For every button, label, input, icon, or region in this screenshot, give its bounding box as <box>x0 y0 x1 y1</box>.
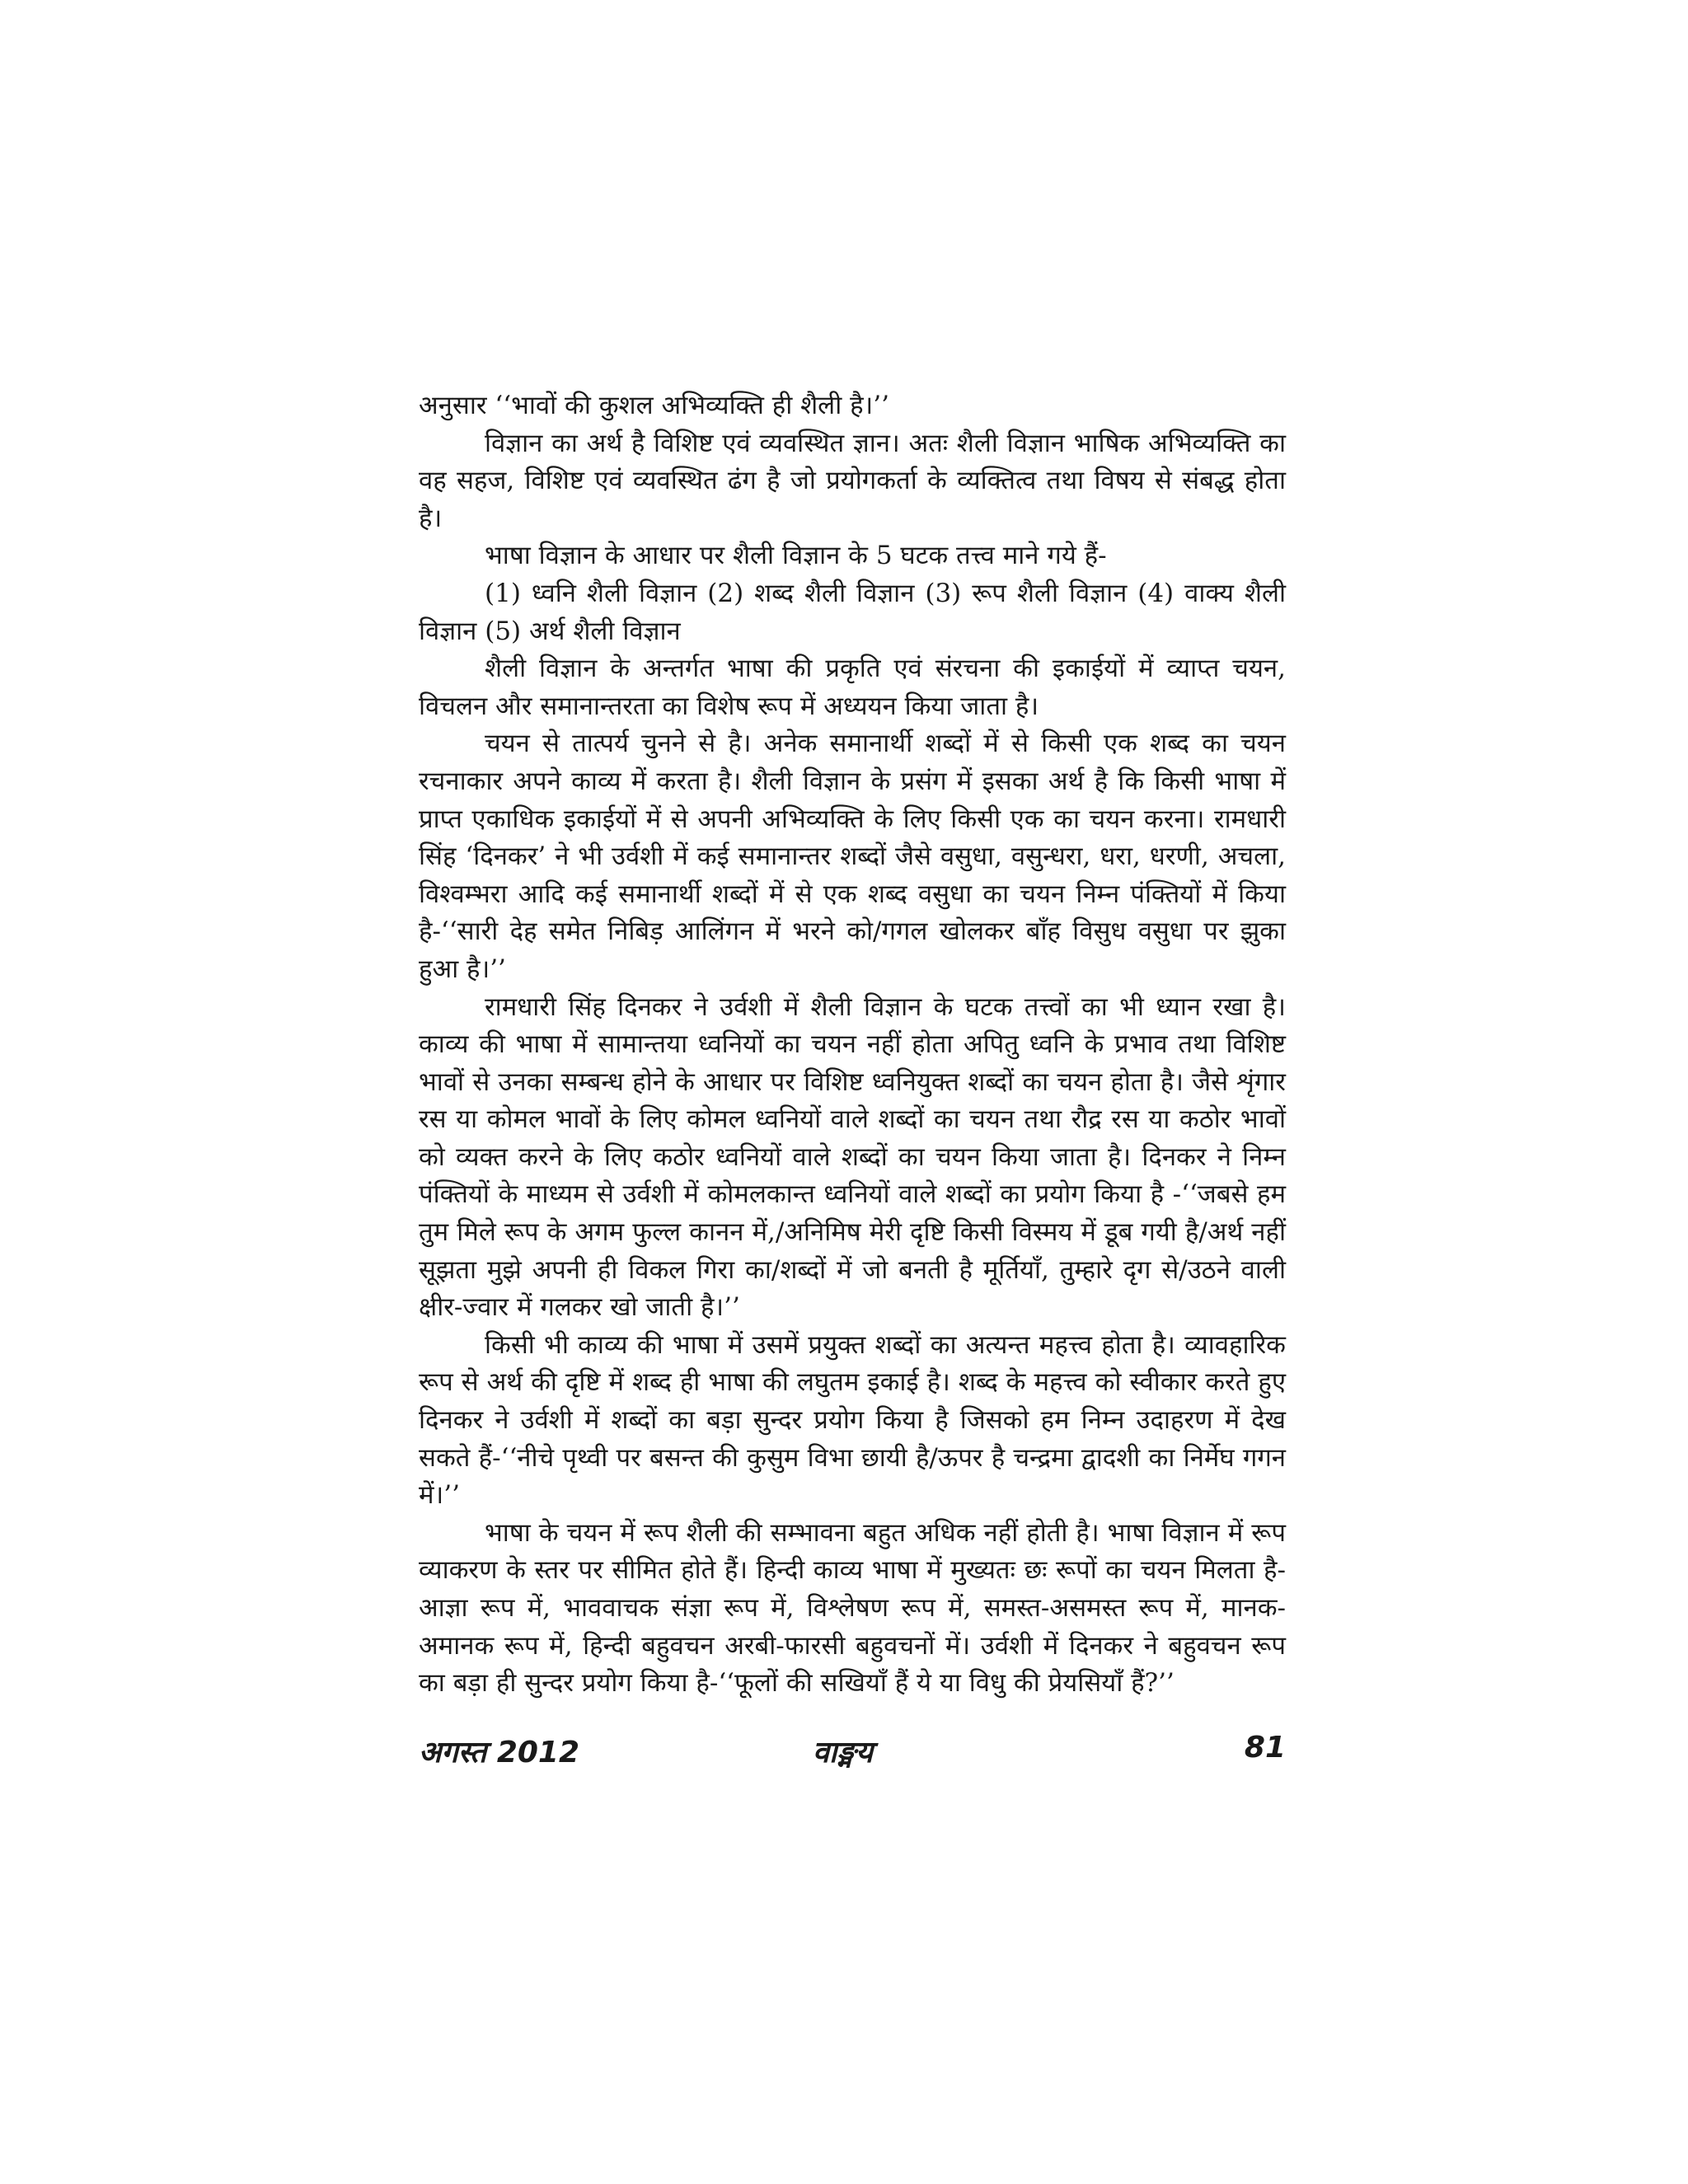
paragraph-selection: चयन से तात्पर्य चुनने से है। अनेक समानार्थी शब्दों में से किसी एक शब्द का चयन रचनाकार अपने काव्य में करता है। शैली विज्ञान के प्रसंग में इसका अर्थ है कि किसी भाषा में प्राप्त एकाधिक इकाईयों में से अपनी अभिव्यक्ति के लिए किसी एक का चयन करना। रामधारी सिंह ‘दिनकर’ ने भी उर्वशी में कई समानान्तर शब्दों जैसे वसुधा, वसुन्धरा, धरा, धरणी, अचला, विश्वम्भरा आदि कई समानार्थी शब्दों में से एक शब्द वसुधा का चयन निम्न पंक्तियों में किया है-‘‘सारी देह समेत निबिड़ आलिंगन में भरने को/गगल खोलकर बाँह विसुध वसुधा पर झुका हुआ है।’’ <box>419 729 1286 984</box>
paragraph-components-list: (1) ध्वनि शैली विज्ञान (2) शब्द शैली विज्ञान (3) रूप शैली विज्ञान (4) वाक्य शैली विज्ञान (5) अर्थ शैली विज्ञान <box>419 578 1286 646</box>
body-text <box>419 387 1286 1703</box>
paragraph-scope: शैली विज्ञान के अन्तर्गत भाषा की प्रकृति एवं संरचना की इकाईयों में व्याप्त चयन, विचलन और समानान्तरता का विशेष रूप में अध्ययन किया जाता है। <box>419 654 1286 721</box>
page-footer <box>419 1731 1286 1772</box>
paragraph-components-intro: भाषा विज्ञान के आधार पर शैली विज्ञान के 5 घटक तत्त्व माने गये हैं- <box>485 541 1107 571</box>
paragraph-continuation: अनुसार ‘‘भावों की कुशल अभिव्यक्ति ही शैली है।’’ <box>419 391 890 420</box>
paragraph-phonetic: रामधारी सिंह दिनकर ने उर्वशी में शैली विज्ञान के घटक तत्त्वों का भी ध्यान रखा है। काव्य की भाषा में सामान्तया ध्वनियों का चयन नहीं होता अपितु ध्वनि के प्रभाव तथा विशिष्ट भावों से उनका सम्बन्ध होने के आधार पर विशिष्ट ध्वनियुक्त शब्दों का चयन होता है। जैसे शृंगार रस या कोमल भावों के लिए कोमल ध्वनियों वाले शब्दों का चयन तथा रौद्र रस या कठोर भावों को व्यक्त करने के लिए कठोर ध्वनियों वाले शब्दों का चयन किया जाता है। दिनकर ने निम्न पंक्तियों के माध्यम से उर्वशी में कोमलकान्त ध्वनियों वाले शब्दों का प्रयोग किया है -‘‘जबसे हम तुम मिले रूप के अगम फुल्ल कानन में,/अनिमिष मेरी दृष्टि किसी विस्मय में डूब गयी है/अर्थ नहीं सूझता मुझे अपनी ही विकल गिरा का/शब्दों में जो बनती है मूर्तियाँ, तुम्हारे दृग से/उठने वाली क्षीर-ज्वार में गलकर खो जाती है।’’ <box>419 991 1286 1323</box>
footer-journal-name: वाङ्मय <box>813 1736 874 1769</box>
footer-date: अगस्त 2012 <box>419 1736 580 1769</box>
footer-page-number: 81 <box>1244 1731 1286 1765</box>
paragraph-form: भाषा के चयन में रूप शैली की सम्भावना बहुत अधिक नहीं होती है। भाषा विज्ञान में रूप व्याकरण के स्तर पर सीमित होते हैं। हिन्दी काव्य भाषा में मुख्यतः छः रूपों का चयन मिलता है- आज्ञा रूप में, भाववाचक संज्ञा रूप में, विश्लेषण रूप में, समस्त-असमस्त रूप में, मानक-अमानक रूप में, हिन्दी बहुवचन अरबी-फारसी बहुवचनों में। उर्वशी में दिनकर ने बहुवचन रूप का बड़ा ही सुन्दर प्रयोग किया है-‘‘फूलों की सखियाँ हैं ये या विधु की प्रेयसियाँ हैं?’’ <box>419 1517 1286 1699</box>
paragraph-definition: विज्ञान का अर्थ है विशिष्ट एवं व्यवस्थित ज्ञान। अतः शैली विज्ञान भाषिक अभिव्यक्ति का वह सहज, विशिष्ट एवं व्यवस्थित ढंग है जो प्रयोगकर्ता के व्यक्तित्व तथा विषय से संबद्ध होता है। <box>419 428 1286 533</box>
paragraph-word: किसी भी काव्य की भाषा में उसमें प्रयुक्त शब्दों का अत्यन्त महत्त्व होता है। व्यावहारिक रूप से अर्थ की दृष्टि में शब्द ही भाषा की लघुतम इकाई है। शब्द के महत्त्व को स्वीकार करते हुए दिनकर ने उर्वशी में शब्दों का बड़ा सुन्दर प्रयोग किया है जिसको हम निम्न उदाहरण में देख सकते हैं-‘‘नीचे पृथ्वी पर बसन्त की कुसुम विभा छायी है/ऊपर है चन्द्रमा द्वादशी का निर्मेघ गगन में।’’ <box>419 1329 1286 1511</box>
